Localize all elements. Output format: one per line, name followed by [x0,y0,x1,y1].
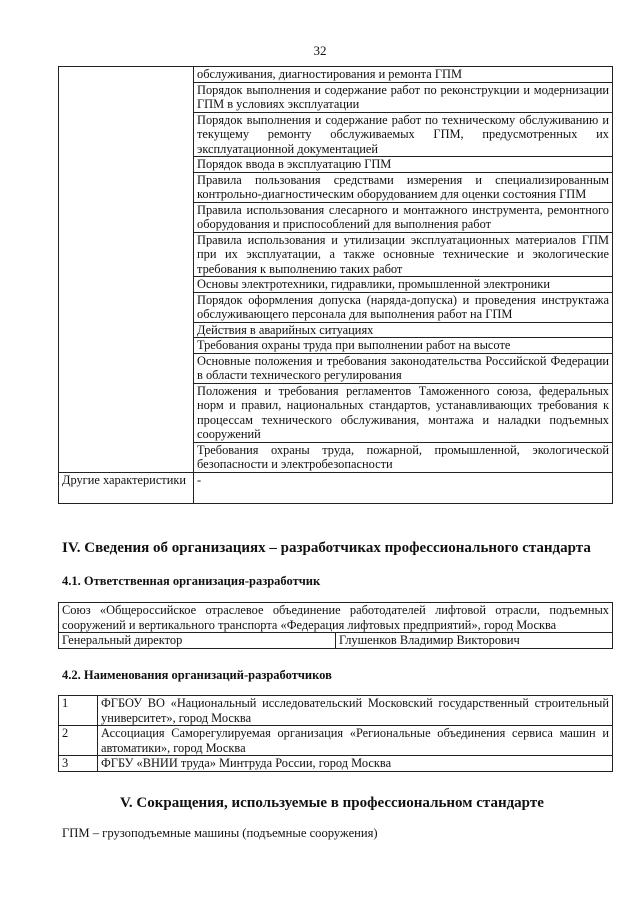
table-row [59,67,613,83]
requirement-item: Требования охраны труда, пожарной, промышленной, экологической безопасности и электробезопасности [194,442,613,472]
requirement-item: обслуживания, диагностирования и ремонта ГПМ [194,67,613,83]
developer-name: ФГБУ «ВНИИ труда» Минтруда России, город Москва [98,756,613,772]
requirement-item: Правила использования слесарного и монтажного инструмента, ремонтного оборудования и приспособлений для выполнения работ [194,202,613,232]
requirement-item: Основы электротехники, гидравлики, промышленной электроники [194,277,613,293]
developer-name: Ассоциация Саморегулируемая организация «Региональные объединения сервиса машин и автоматики», город Москва [98,726,613,756]
requirement-item: Правила использования и утилизации эксплуатационных материалов ГПМ при их эксплуатации, а также основные технические и экологические требования к выполнению таких работ [194,232,613,277]
section-4-title: IV. Сведения об организациях – разработчиках профессионального стандарта [62,540,591,556]
other-characteristics-label: Другие характеристики [59,472,194,503]
section-5-title: V. Сокращения, используемые в профессиональном стандарте [120,795,544,811]
table-row [59,726,613,756]
requirement-item: Порядок выполнения и содержание работ по реконструкции и модернизации ГПМ в условиях эксплуатации [194,82,613,112]
requirements-table [58,66,613,504]
responsible-org-table [58,602,613,649]
requirement-item: Правила пользования средствами измерения и специализированным контрольно-диагностическим оборудованием для оценки состояния ГПМ [194,172,613,202]
table-row [59,472,613,503]
developer-number: 1 [59,696,98,726]
table-row [59,633,613,649]
table-row [59,696,613,726]
table-row [59,756,613,772]
abbreviation-line: ГПМ – грузоподъемные машины (подъемные сооружения) [62,826,378,840]
requirement-item: Порядок выполнения и содержание работ по техническому обслуживанию и текущему ремонту обслуживаемых ГПМ, предусмотренных их эксплуатационной документацией [194,112,613,157]
page-number: 32 [313,43,327,58]
empty-label-cell [59,67,194,473]
developers-table [58,695,613,772]
org-name: Союз «Общероссийское отраслевое объединение работодателей лифтовой отрасли, подъемных сооружений и вертикального транспорта «Федерация лифтовых предприятий», город Москва [59,603,613,633]
subsection-4-1-title: 4.1. Ответственная организация-разработчик [62,574,321,588]
developer-number: 2 [59,726,98,756]
developer-name: ФГБОУ ВО «Национальный исследовательский Московский государственный строительный университет», город Москва [98,696,613,726]
other-characteristics-value: - [194,472,613,503]
requirement-item: Действия в аварийных ситуациях [194,322,613,338]
developer-number: 3 [59,756,98,772]
requirement-item: Порядок оформления допуска (наряда-допуска) и проведения инструктажа обслуживающего персонала для выполнения работ на ГПМ [194,292,613,322]
director-title: Генеральный директор [59,633,336,649]
requirement-item: Требования охраны труда при выполнении работ на высоте [194,338,613,354]
requirement-item: Положения и требования регламентов Таможенного союза, федеральных норм и правил, национальных стандартов, устанавливающих требования к процессам технического обслуживания, монтажа и наладки подъемных сооружений [194,383,613,442]
subsection-4-2-title: 4.2. Наименования организаций-разработчиков [62,668,332,682]
requirement-item: Порядок ввода в эксплуатацию ГПМ [194,157,613,173]
requirement-item: Основные положения и требования законодательства Российской Федерации в области технического регулирования [194,353,613,383]
director-name: Глушенков Владимир Викторович [336,633,613,649]
table-row [59,603,613,633]
